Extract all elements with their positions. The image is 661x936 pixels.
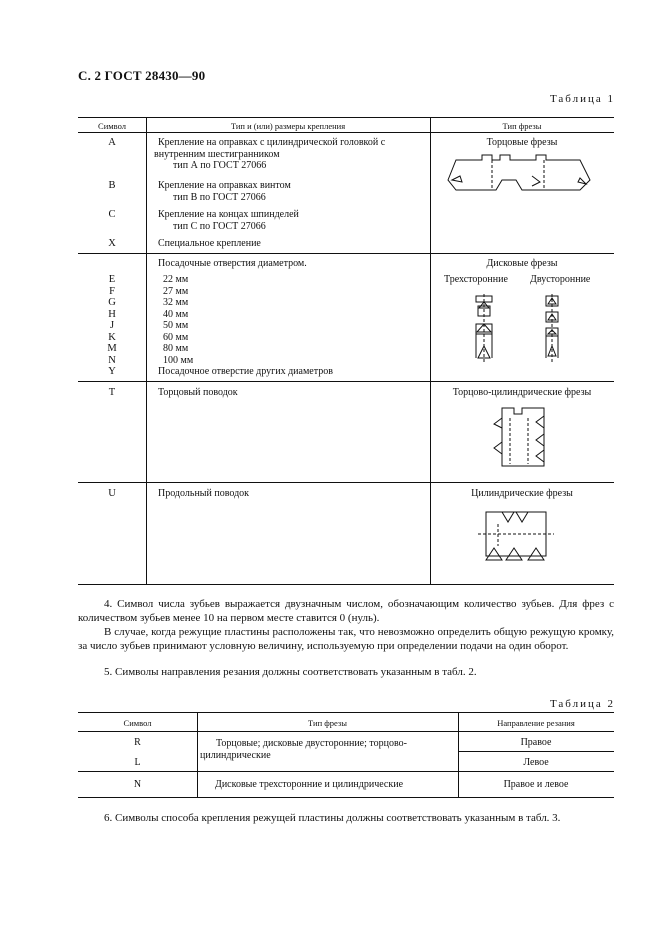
table2-bottom-border bbox=[78, 797, 614, 798]
table1-symbol: U bbox=[108, 488, 116, 499]
table2-header-direction: Направление резания bbox=[497, 718, 575, 728]
table2-direction: Левое bbox=[523, 757, 549, 768]
table1-top-border bbox=[78, 117, 614, 118]
cyl-cutter-drawing bbox=[478, 506, 558, 566]
table1-symbol: X bbox=[108, 238, 116, 249]
table1-symbol: A bbox=[108, 137, 116, 148]
face-cyl-cutter-label: Торцово-цилиндрические фрезы bbox=[452, 387, 592, 398]
table2-top-border bbox=[78, 712, 614, 713]
table2-symbol: L bbox=[134, 757, 141, 768]
table2-type-text: Торцовые; дисковые двусторонние; торцово- цилиндрические bbox=[200, 738, 407, 761]
table2-symbol: R bbox=[134, 737, 141, 748]
table1-mount-text: Специальное крепление bbox=[158, 238, 261, 249]
bore-value: 40 мм bbox=[163, 308, 189, 320]
face-cutter-label: Торцовые фрезы bbox=[486, 137, 558, 148]
table2-caption: Таблица 2 bbox=[549, 698, 615, 710]
table1-header-mount: Тип и (или) размеры крепления bbox=[230, 121, 346, 131]
table2-symbol: N bbox=[133, 779, 142, 790]
disc-three-side-drawing bbox=[470, 294, 500, 362]
disc-two-side-drawing bbox=[538, 294, 568, 362]
table1-col-divider bbox=[430, 117, 431, 584]
face-cutter-drawing bbox=[440, 152, 600, 196]
table1-bottom-border bbox=[78, 584, 614, 585]
bore-symbol: F bbox=[109, 285, 115, 297]
bore-symbol: N bbox=[108, 354, 116, 366]
bore-symbol: G bbox=[108, 297, 116, 308]
table2-header-type: Тип фрезы bbox=[308, 718, 347, 728]
bore-title: Посадочные отверстия диаметром. bbox=[158, 258, 307, 269]
paragraph-6: 6. Символы способа крепления режущей пластины должны соответствовать указанным в табл. 3. bbox=[104, 812, 561, 824]
bore-symbols bbox=[78, 274, 146, 378]
table1-mount-text: Продольный поводок bbox=[158, 488, 250, 499]
table1-header-border bbox=[78, 132, 614, 133]
table1-symbol: T bbox=[108, 387, 116, 398]
bore-symbol: K bbox=[108, 331, 116, 343]
table1-row-border bbox=[78, 381, 614, 382]
table1-mount-text: Торцовый поводок bbox=[158, 387, 238, 398]
bore-values bbox=[158, 274, 333, 378]
bore-value: 50 мм bbox=[163, 320, 189, 331]
table2-header-border bbox=[78, 731, 614, 732]
bore-symbol: Y bbox=[108, 366, 116, 377]
table1-header-symbol: Символ bbox=[98, 121, 126, 131]
bore-symbol: M bbox=[107, 343, 117, 354]
table1-header-cutter: Тип фрезы bbox=[502, 121, 542, 131]
paragraph-5: 5. Символы направления резания должны соответствовать указанным в табл. 2. bbox=[104, 666, 477, 678]
table2-header-symbol: Символ bbox=[123, 718, 152, 728]
bore-value: 60 мм bbox=[163, 331, 189, 343]
paragraph-4b: В случае, когда режущие пластины расположены так, что невозможно определить общую режущую кромку, за число зубьев принимают условную величину, используемую при определении подачи на один оборот. bbox=[78, 626, 614, 652]
table2-type-text: Дисковые трехсторонние и цилиндрические bbox=[215, 779, 404, 790]
bore-symbol: H bbox=[108, 308, 116, 320]
table1-symbol: C bbox=[108, 209, 116, 220]
disc-three-label: Трехсторонние bbox=[444, 274, 508, 285]
paragraph-4: 4. Символ числа зубьев выражается двузначным числом, обозначающим количество зубьев. Для фрез с количеством зубьев менее 10 на первом месте ставится 0 (нуль). bbox=[78, 598, 614, 624]
disc-two-label: Двусторонние bbox=[530, 274, 591, 285]
table2-direction: Правое и левое bbox=[503, 779, 569, 790]
bore-value: 22 мм bbox=[163, 274, 189, 285]
face-cyl-cutter-drawing bbox=[488, 404, 552, 470]
bore-value: 27 мм bbox=[163, 285, 189, 297]
bore-symbol: J bbox=[109, 320, 115, 331]
table1-col-divider bbox=[146, 117, 147, 584]
bore-value: 100 мм bbox=[163, 354, 194, 366]
table1-row-border bbox=[78, 482, 614, 483]
table1-caption: Таблица 1 bbox=[549, 93, 615, 105]
bore-symbol: E bbox=[108, 274, 116, 285]
cyl-cutter-label: Цилиндрические фрезы bbox=[471, 488, 573, 499]
table2-direction: Правое bbox=[520, 737, 552, 748]
table1-mount-text: Крепление на оправках винтом тип В по ГОСТ 27066 bbox=[158, 180, 291, 203]
table2-row-border bbox=[78, 771, 614, 772]
table1-mount-text: Крепление на оправках с цилиндрической головкой с внутренним шестигранником тип А по ГОСТ 27066 bbox=[154, 137, 386, 171]
page-header: С. 2 ГОСТ 28430—90 bbox=[78, 68, 206, 83]
table1-symbol: B bbox=[108, 180, 116, 191]
bore-value: 80 мм bbox=[163, 343, 189, 354]
table1-row-border bbox=[78, 253, 614, 254]
bore-value: Посадочное отверстие других диаметров bbox=[158, 366, 333, 377]
bore-value: 32 мм bbox=[163, 297, 189, 308]
disc-cutter-label: Дисковые фрезы bbox=[486, 258, 558, 269]
table2-row-border bbox=[458, 751, 614, 752]
table1-mount-text: Крепление на концах шпинделей тип С по ГОСТ 27066 bbox=[158, 209, 299, 232]
